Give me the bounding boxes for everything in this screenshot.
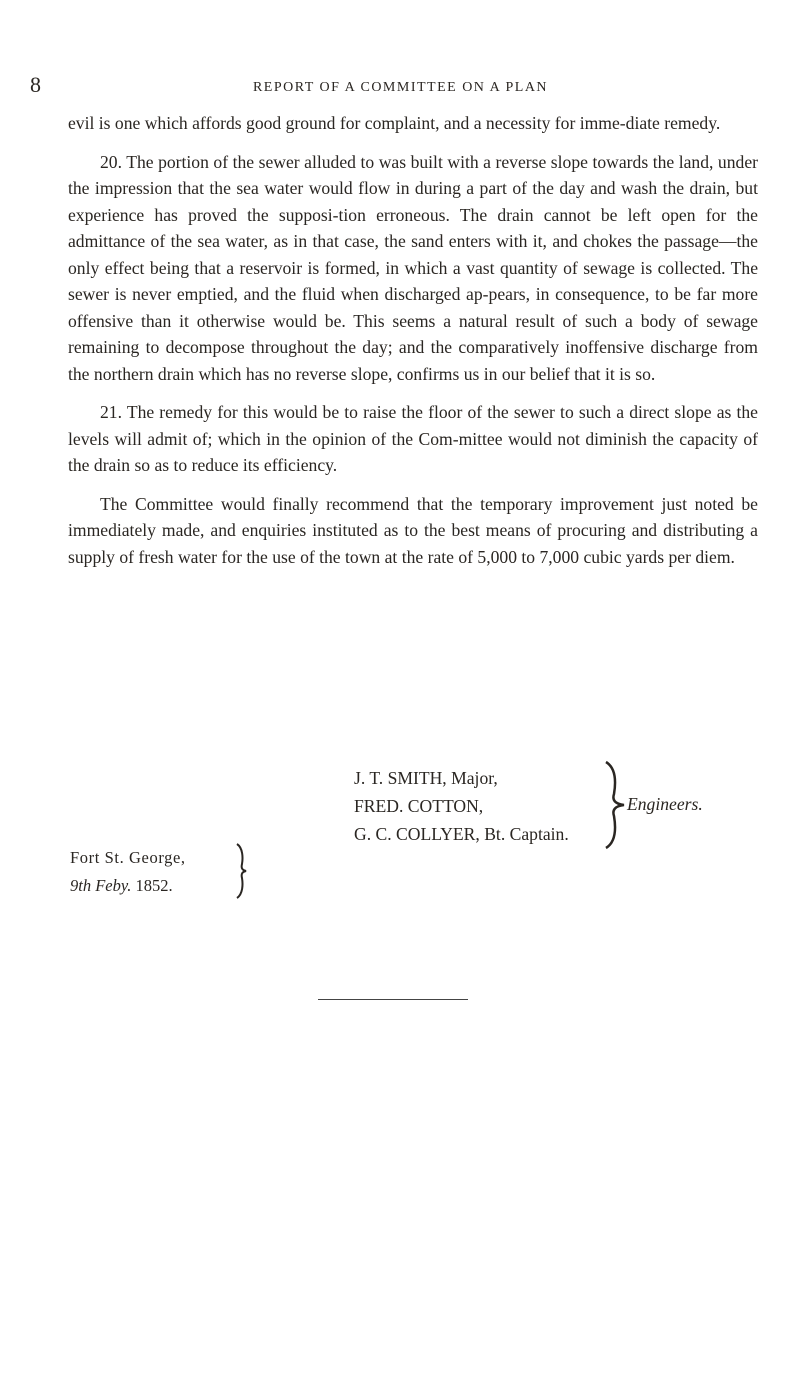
running-header: REPORT OF A COMMITTEE ON A PLAN bbox=[252, 80, 549, 95]
engineers-label: Engineers. bbox=[627, 794, 703, 814]
date-day: 9th Feby. bbox=[70, 876, 132, 895]
paragraph-20: 20. The portion of the sewer alluded to was built with a reverse slope towards the land, under the impression that the sea water would flow in during a part of the day and wash the drain, but experience has proved the supposi-tion erroneous. The drain cannot be left open for the admittance of the sea water, as in that case, the sand enters with it, and chokes the passage—the only effect being that a reservoir is formed, in which a vast quantity of sewage is collected. The sewer is never emptied, and the fluid when discharged ap-pears, in consequence, to be far more offensive than it otherwise would be. This seems a natural result of such a body of sewage remaining to decompose throughout the day; and the comparatively inoffensive discharge from the northern drain which has no reverse slope, confirms us in our belief that it is so. bbox=[68, 151, 758, 384]
place-line: Fort St. George, bbox=[70, 848, 186, 867]
page-number: 8 bbox=[30, 72, 41, 97]
signatories-brace bbox=[602, 760, 628, 850]
signatory-1: J. T. SMITH, Major, bbox=[354, 768, 498, 788]
date-line bbox=[70, 876, 173, 896]
paragraph-recommendation: The Committee would finally recommend that the temporary improvement just noted be immediately made, and enquiries instituted as to the best means of procuring and distributing a supply of fresh water for the use of the town at the rate of 5,000 to 7,000 cubic yards per diem. bbox=[68, 493, 758, 567]
closing-rule bbox=[318, 999, 468, 1000]
body-text bbox=[68, 110, 758, 582]
paragraph-continuation: evil is one which affords good ground for complaint, and a necessity for imme-diate remedy. bbox=[68, 113, 721, 133]
paragraph-21: 21. The remedy for this would be to raise the floor of the sewer to such a direct slope as the levels will admit of; which in the opinion of the Com-mittee would not diminish the capacity of the drain so as to reduce its efficiency. bbox=[68, 402, 758, 475]
place-date-brace bbox=[234, 842, 248, 900]
signatory-2: FRED. COTTON, bbox=[354, 796, 484, 816]
signatory-3: G. C. COLLYER, Bt. Captain. bbox=[354, 824, 569, 844]
date-year: 1852. bbox=[135, 876, 173, 895]
